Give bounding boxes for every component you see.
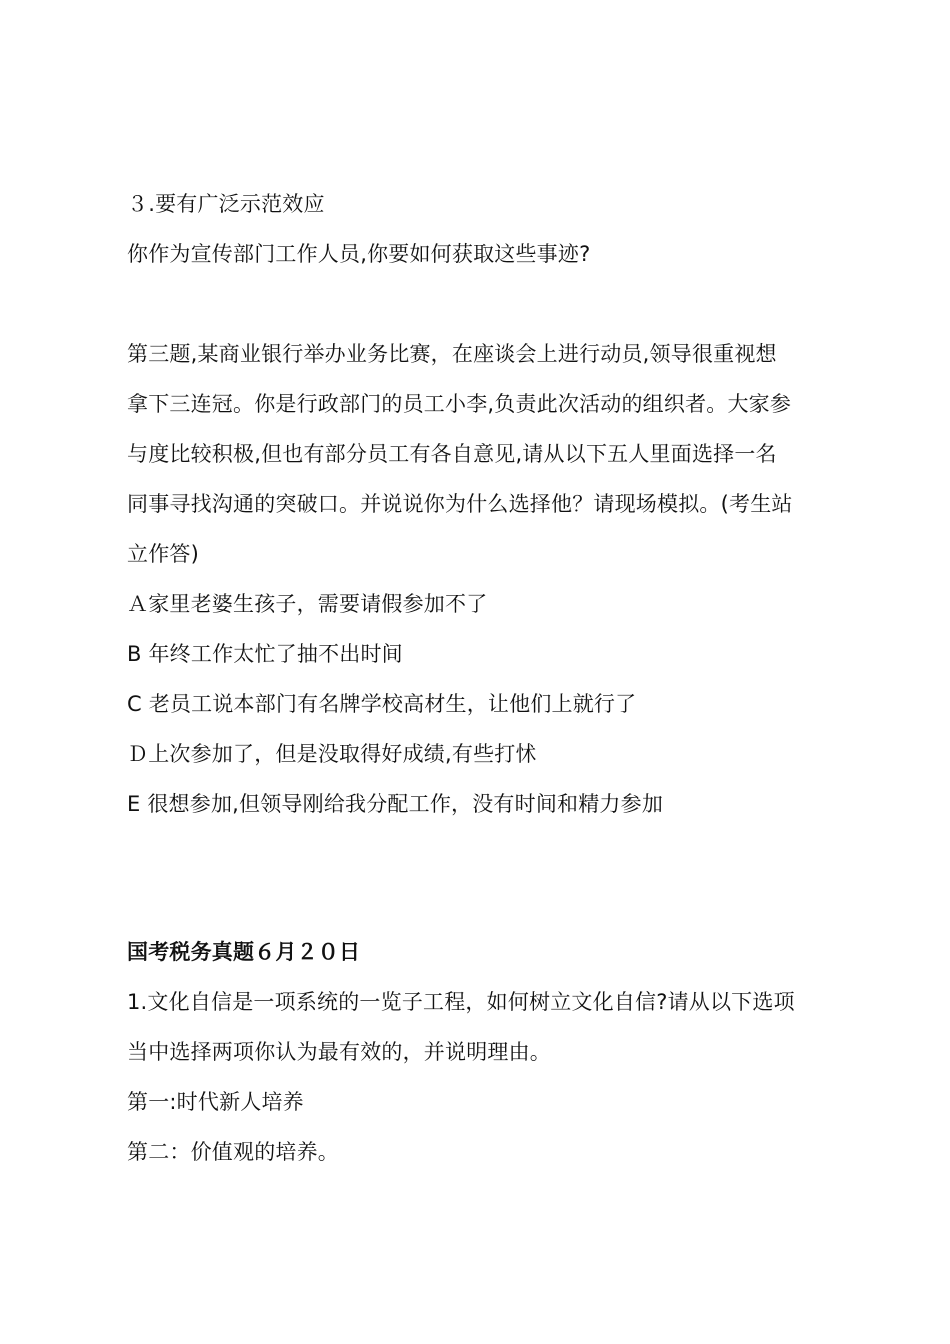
paragraph-line: 当中选择两项你认为最有效的，并说明理由。 (127, 1040, 551, 1064)
option-c: C 老员工说本部门有名牌学校高材生，让他们上就行了 (127, 692, 637, 716)
paragraph-line: 1.文化自信是一项系统的一览子工程，如何树立文化自信?请从以下选项 (127, 990, 795, 1014)
paragraph-line: 第三题,某商业银行举办业务比赛，在座谈会上进行动员,领导很重视想 (127, 342, 777, 366)
list-item-requirement-3: ３.要有广泛示范效应 (127, 192, 325, 216)
option-a: Ａ家里老婆生孩子，需要请假参加不了 (127, 592, 488, 616)
paragraph-line: 与度比较积极,但也有部分员工有各自意见,请从以下五人里面选择一名 (127, 442, 777, 466)
section-heading: 国考税务真题６月２０日 (127, 940, 361, 964)
question-text: 你作为宣传部门工作人员,你要如何获取这些事迹? (127, 242, 591, 266)
option-e: E 很想参加,但领导刚给我分配工作，没有时间和精力参加 (127, 792, 664, 816)
paragraph-line: 同事寻找沟通的突破口。并说说你为什么选择他？请现场模拟。(考生站 (127, 492, 793, 516)
option-b: B 年终工作太忙了抽不出时间 (127, 642, 403, 666)
option-d: Ｄ上次参加了，但是没取得好成绩,有些打怵 (127, 742, 537, 766)
list-item: 第一:时代新人培养 (127, 1090, 304, 1114)
list-item: 第二：价值观的培养。 (127, 1140, 339, 1164)
paragraph-line: 立作答) (127, 542, 199, 566)
paragraph-line: 拿下三连冠。你是行政部门的员工小李,负责此次活动的组织者。大家参 (127, 392, 792, 416)
